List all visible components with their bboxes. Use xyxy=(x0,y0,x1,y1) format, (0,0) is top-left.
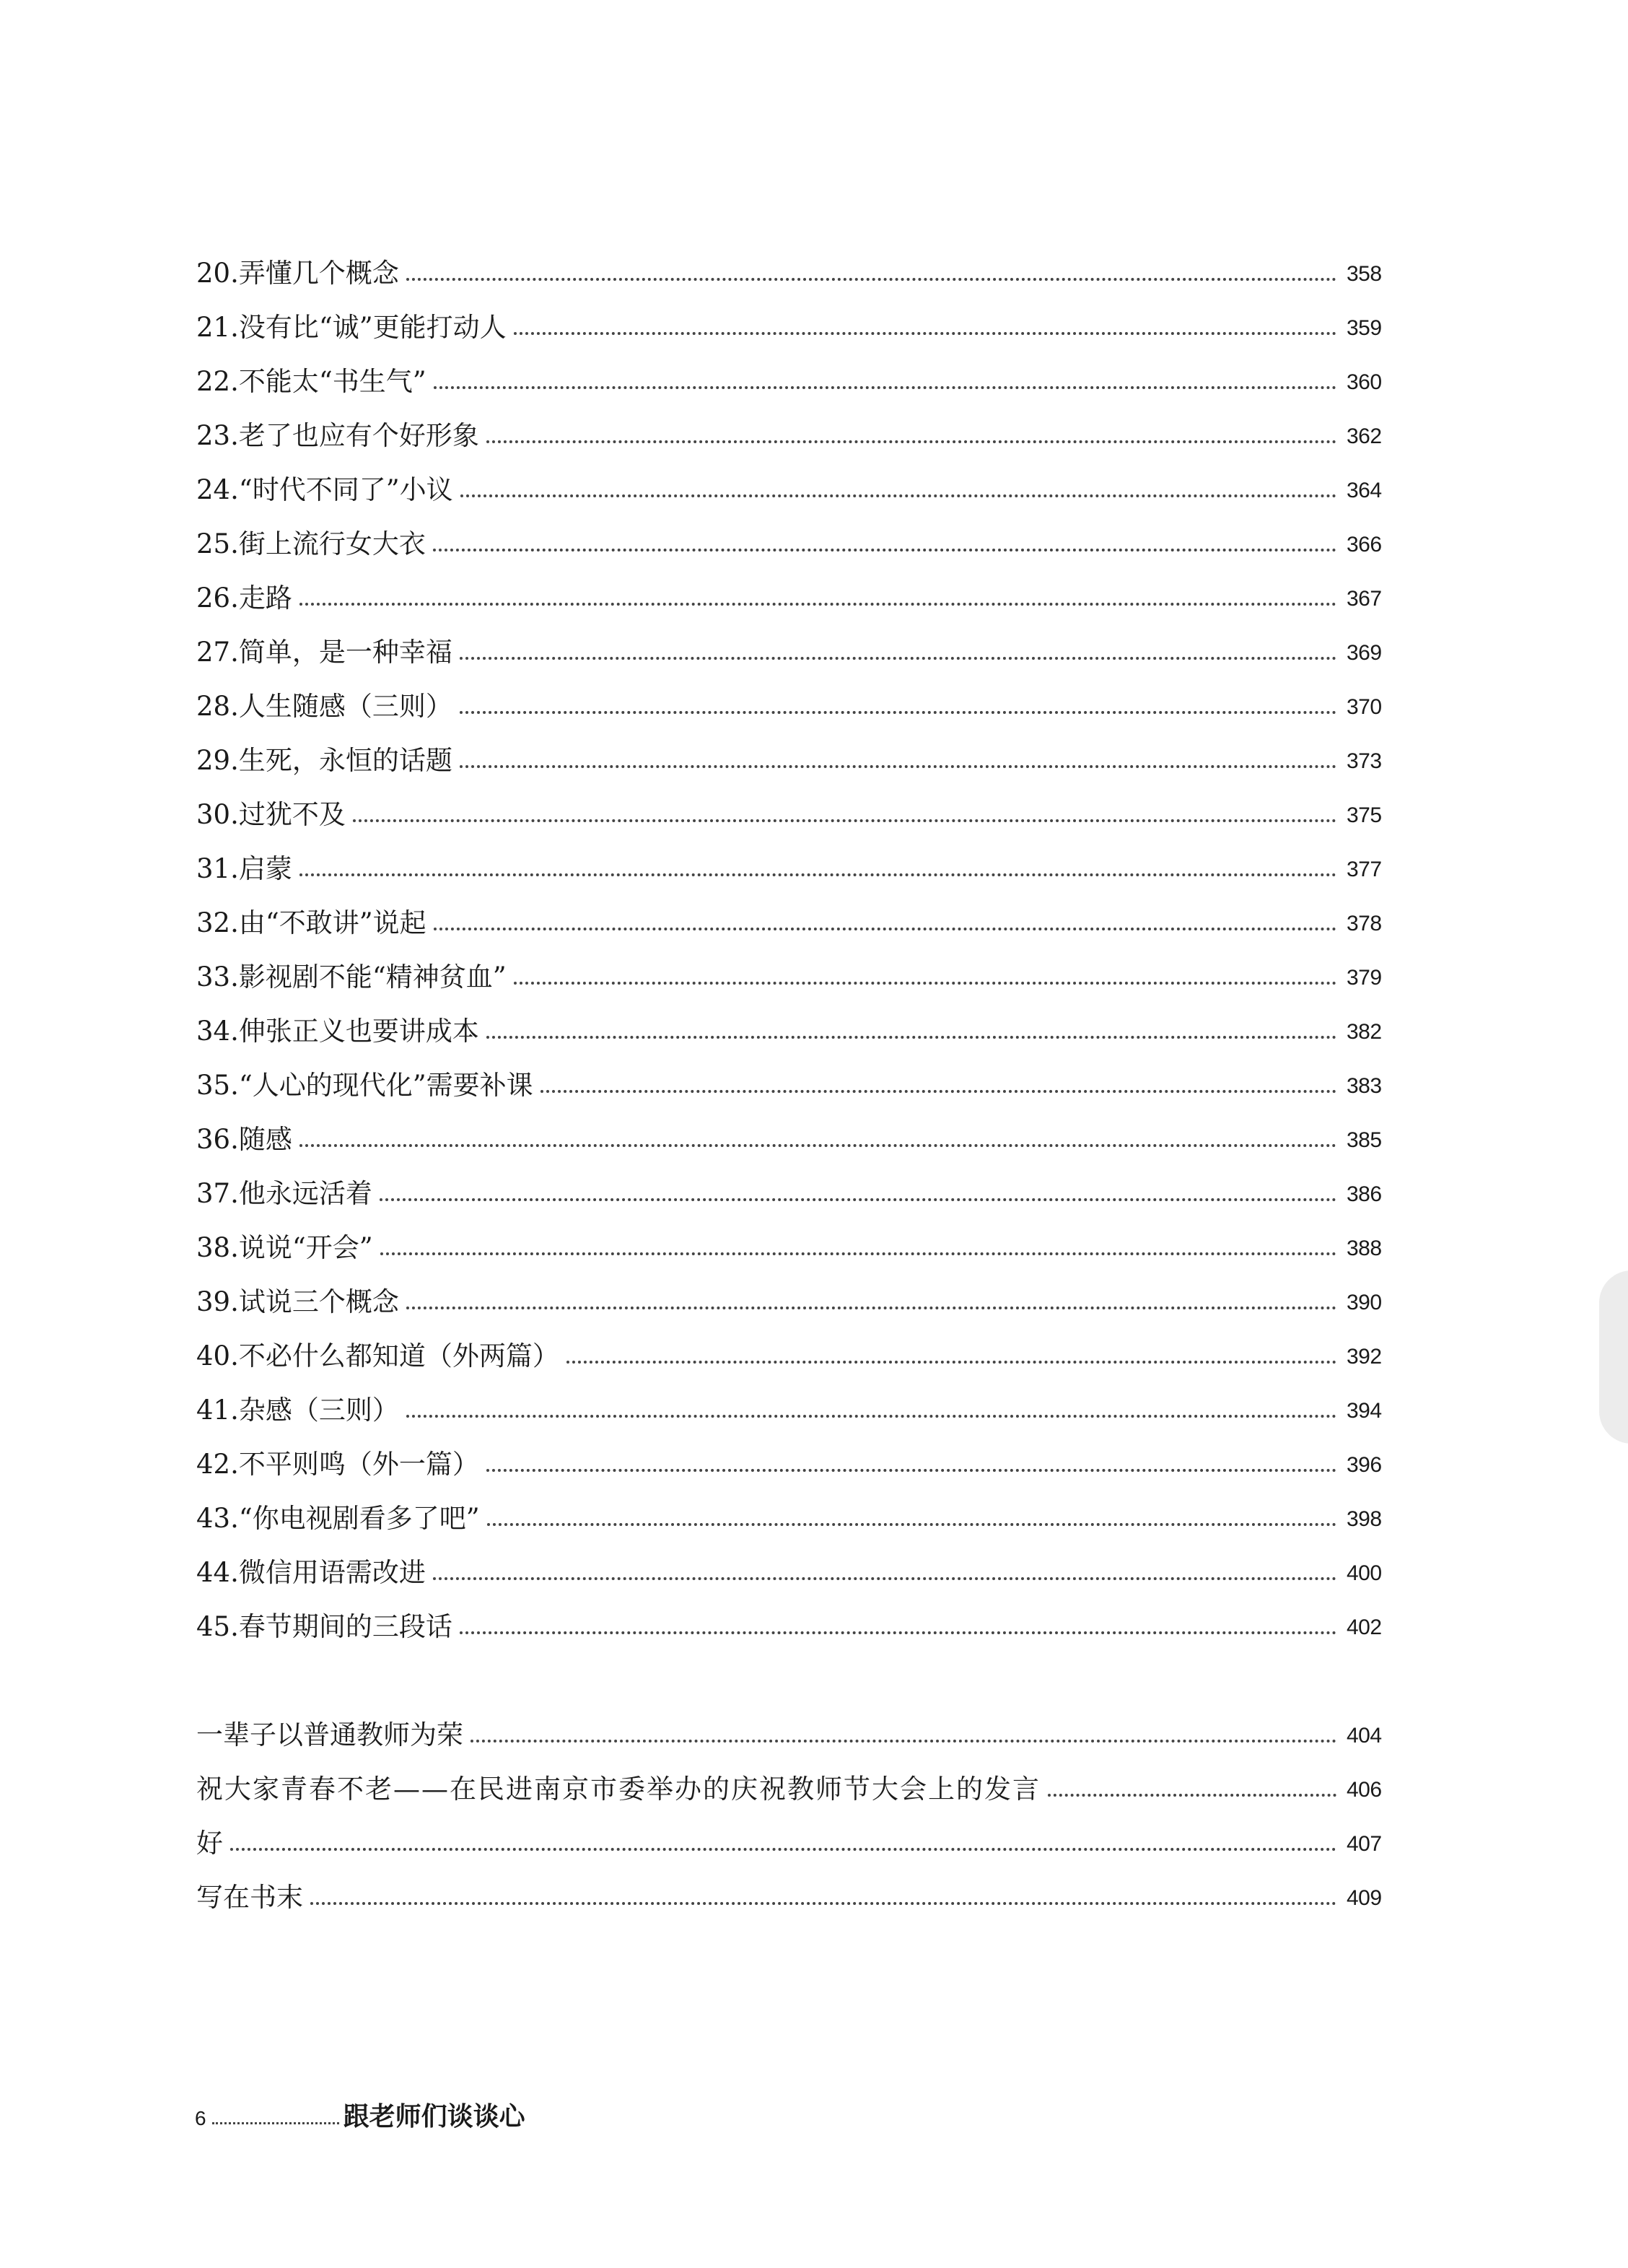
entry-page: 402 xyxy=(1347,1615,1382,1639)
dot-leader xyxy=(433,549,1336,551)
entry-page: 398 xyxy=(1347,1507,1382,1531)
dot-leader xyxy=(380,1252,1336,1255)
entry-page: 388 xyxy=(1347,1237,1382,1260)
dot-leader xyxy=(299,1144,1336,1147)
entry-title: 微信用语需改进 xyxy=(238,1557,426,1588)
toc-entry[interactable] xyxy=(196,1478,1380,1532)
entry-number: 32. xyxy=(196,907,239,938)
dot-leader xyxy=(486,440,1336,443)
entry-number: 44. xyxy=(196,1557,239,1588)
toc-appendix-entry[interactable] xyxy=(196,1694,1380,1748)
dot-leader xyxy=(406,1307,1336,1309)
entry-title: “时代不同了”小议 xyxy=(238,474,453,505)
entry-number: 20. xyxy=(196,258,239,289)
entry-title: 简单，是一种幸福 xyxy=(238,637,452,668)
toc-entry[interactable] xyxy=(196,557,1382,614)
dot-leader xyxy=(406,278,1336,281)
entry-number: 21. xyxy=(196,312,239,343)
entry-title: 不平则鸣（外一篇） xyxy=(238,1449,479,1480)
dot-leader xyxy=(487,1523,1336,1526)
entry-title: 启蒙 xyxy=(238,853,292,884)
toc-entry[interactable] xyxy=(196,1099,1380,1153)
toc-entry[interactable] xyxy=(196,449,1380,503)
entry-number: 40. xyxy=(196,1340,239,1371)
entry-title: 说说“开会” xyxy=(238,1232,373,1263)
entry-title: 弄懂几个概念 xyxy=(238,258,399,289)
entry-number: 36. xyxy=(196,1124,239,1155)
entry-title: 过犹不及 xyxy=(238,799,346,830)
entry-number: 25. xyxy=(196,528,239,559)
toc-entry[interactable] xyxy=(196,1315,1380,1369)
entry-number: 42. xyxy=(196,1449,239,1480)
entry-number: 34. xyxy=(196,1016,239,1047)
entry-title: 不能太“书生气” xyxy=(238,366,426,397)
entry-page: 407 xyxy=(1347,1832,1382,1856)
entry-page: 359 xyxy=(1347,316,1382,340)
toc-entry[interactable] xyxy=(196,882,1380,936)
entry-title: 他永远活着 xyxy=(238,1178,372,1209)
toc-entry[interactable] xyxy=(196,1586,1380,1640)
toc-appendix-entry[interactable] xyxy=(196,1802,1380,1857)
dot-leader xyxy=(460,765,1336,768)
footer-book-title: 跟老师们谈谈心 xyxy=(343,2101,525,2132)
entry-number: 31. xyxy=(196,853,239,884)
entry-page: 392 xyxy=(1347,1345,1382,1369)
toc-entry[interactable] xyxy=(196,287,1380,341)
entry-page: 383 xyxy=(1347,1074,1382,1098)
toc-entry[interactable] xyxy=(196,503,1380,557)
entry-page: 390 xyxy=(1347,1291,1382,1314)
toc-entry[interactable] xyxy=(196,1207,1380,1261)
entry-page: 396 xyxy=(1347,1453,1382,1477)
entry-number: 39. xyxy=(196,1286,239,1317)
toc-appendix-entry[interactable] xyxy=(196,1748,1382,1805)
entry-page: 364 xyxy=(1347,479,1382,502)
entry-page: 366 xyxy=(1347,533,1382,557)
entry-number: 43. xyxy=(196,1503,239,1534)
entry-number: 26. xyxy=(196,583,239,614)
entry-page: 375 xyxy=(1347,803,1382,827)
dot-leader xyxy=(406,1415,1336,1418)
dot-leader xyxy=(434,928,1336,930)
toc-entry[interactable] xyxy=(196,666,1380,720)
dot-leader xyxy=(486,1036,1336,1039)
entry-number: 33. xyxy=(196,961,239,993)
dot-leader xyxy=(460,711,1336,714)
toc-entry[interactable] xyxy=(196,611,1380,666)
entry-page: 404 xyxy=(1347,1724,1382,1748)
entry-title: 生死，永恒的话题 xyxy=(238,745,452,776)
toc-entry[interactable] xyxy=(196,395,1380,449)
entry-page: 358 xyxy=(1347,262,1382,286)
dot-leader xyxy=(514,982,1336,985)
toc-entry[interactable] xyxy=(196,1423,1380,1478)
entry-page: 386 xyxy=(1347,1182,1382,1206)
entry-title: 不必什么都知道（外两篇） xyxy=(238,1340,559,1371)
entry-title: 人生随感（三则） xyxy=(238,691,452,722)
dot-leader xyxy=(433,1577,1336,1580)
toc-entry[interactable] xyxy=(196,1261,1380,1315)
entry-title: 春节期间的三段话 xyxy=(238,1611,452,1642)
entry-title: “人心的现代化”需要补课 xyxy=(238,1070,533,1101)
dot-leader xyxy=(299,603,1336,606)
entry-number: 37. xyxy=(196,1178,239,1209)
entry-title: 杂感（三则） xyxy=(238,1395,399,1426)
entry-page: 394 xyxy=(1347,1399,1382,1423)
entry-page: 362 xyxy=(1347,424,1382,448)
entry-title: 随感 xyxy=(238,1124,292,1155)
entry-number: 35. xyxy=(196,1070,239,1101)
entry-page: 385 xyxy=(1347,1128,1382,1152)
toc-entry[interactable] xyxy=(196,341,1380,395)
dot-leader xyxy=(310,1902,1336,1905)
entry-page: 409 xyxy=(1347,1886,1382,1910)
table-of-contents xyxy=(196,232,1380,1911)
entry-page: 406 xyxy=(1347,1778,1382,1802)
dot-leader xyxy=(380,1198,1336,1201)
entry-page: 378 xyxy=(1347,912,1382,935)
entry-title: 祝大家青春不老——在民进南京市委举办的庆祝教师节大会上的发言 xyxy=(196,1774,1041,1805)
entry-number: 22. xyxy=(196,366,239,397)
entry-page: 377 xyxy=(1347,858,1382,881)
entry-page: 379 xyxy=(1347,966,1382,990)
page-edge-tab xyxy=(1599,1270,1628,1444)
entry-page: 400 xyxy=(1347,1561,1382,1585)
dot-leader xyxy=(471,1740,1336,1743)
dot-leader xyxy=(230,1848,1336,1851)
toc-appendix-entry[interactable] xyxy=(196,1857,1380,1911)
toc-entry[interactable] xyxy=(196,774,1380,828)
entry-title: 街上流行女大衣 xyxy=(238,528,426,559)
toc-entry[interactable] xyxy=(196,720,1380,774)
dot-leader xyxy=(541,1090,1336,1093)
toc-entry[interactable] xyxy=(196,232,1380,287)
entry-page: 369 xyxy=(1347,641,1382,665)
toc-entry[interactable] xyxy=(196,1044,1380,1099)
footer-page-number: 6 xyxy=(195,2107,206,2129)
entry-number: 23. xyxy=(196,420,239,451)
entry-number: 27. xyxy=(196,637,239,668)
dot-leader xyxy=(460,657,1336,660)
entry-title: 没有比“诚”更能打动人 xyxy=(238,312,507,343)
entry-title: 好 xyxy=(196,1828,223,1859)
entry-title: 试说三个概念 xyxy=(238,1286,399,1317)
section-gap xyxy=(196,1640,1380,1694)
entry-number: 29. xyxy=(196,745,239,776)
dot-leader xyxy=(299,873,1336,876)
entry-page: 370 xyxy=(1347,695,1382,719)
entry-title: 一辈子以普通教师为荣 xyxy=(196,1719,463,1750)
dot-leader xyxy=(460,1631,1336,1634)
dot-leader xyxy=(353,819,1336,822)
entry-page: 382 xyxy=(1347,1020,1382,1044)
dot-leader xyxy=(514,332,1336,335)
dot-leader xyxy=(1048,1794,1336,1797)
footer-dot-leader xyxy=(212,2122,339,2124)
toc-entry[interactable] xyxy=(196,1153,1380,1207)
entry-number: 38. xyxy=(196,1232,239,1263)
entry-title: 伸张正义也要讲成本 xyxy=(238,1016,479,1047)
entry-page: 373 xyxy=(1347,749,1382,773)
toc-entry[interactable] xyxy=(196,1369,1382,1426)
entry-number: 30. xyxy=(196,799,239,830)
entry-title: “你电视剧看多了吧” xyxy=(238,1503,480,1534)
entry-title: 由“不敢讲”说起 xyxy=(238,907,426,938)
dot-leader xyxy=(486,1469,1336,1472)
toc-entry[interactable] xyxy=(196,936,1382,993)
entry-number: 24. xyxy=(196,474,239,505)
entry-page: 360 xyxy=(1347,370,1382,394)
entry-title: 影视剧不能“精神贫血” xyxy=(238,961,507,993)
dot-leader xyxy=(460,494,1336,497)
entry-title: 走路 xyxy=(238,583,292,614)
toc-entry[interactable] xyxy=(196,828,1380,882)
entry-number: 28. xyxy=(196,691,239,722)
toc-entry[interactable] xyxy=(196,990,1382,1047)
entry-title: 老了也应有个好形象 xyxy=(238,420,479,451)
page-footer xyxy=(195,2097,525,2133)
dot-leader xyxy=(434,386,1336,389)
entry-number: 41. xyxy=(196,1395,239,1426)
dot-leader xyxy=(566,1361,1336,1364)
entry-title: 写在书末 xyxy=(196,1882,303,1913)
entry-page: 367 xyxy=(1347,587,1382,611)
toc-entry[interactable] xyxy=(196,1532,1380,1586)
entry-number: 45. xyxy=(196,1611,239,1642)
